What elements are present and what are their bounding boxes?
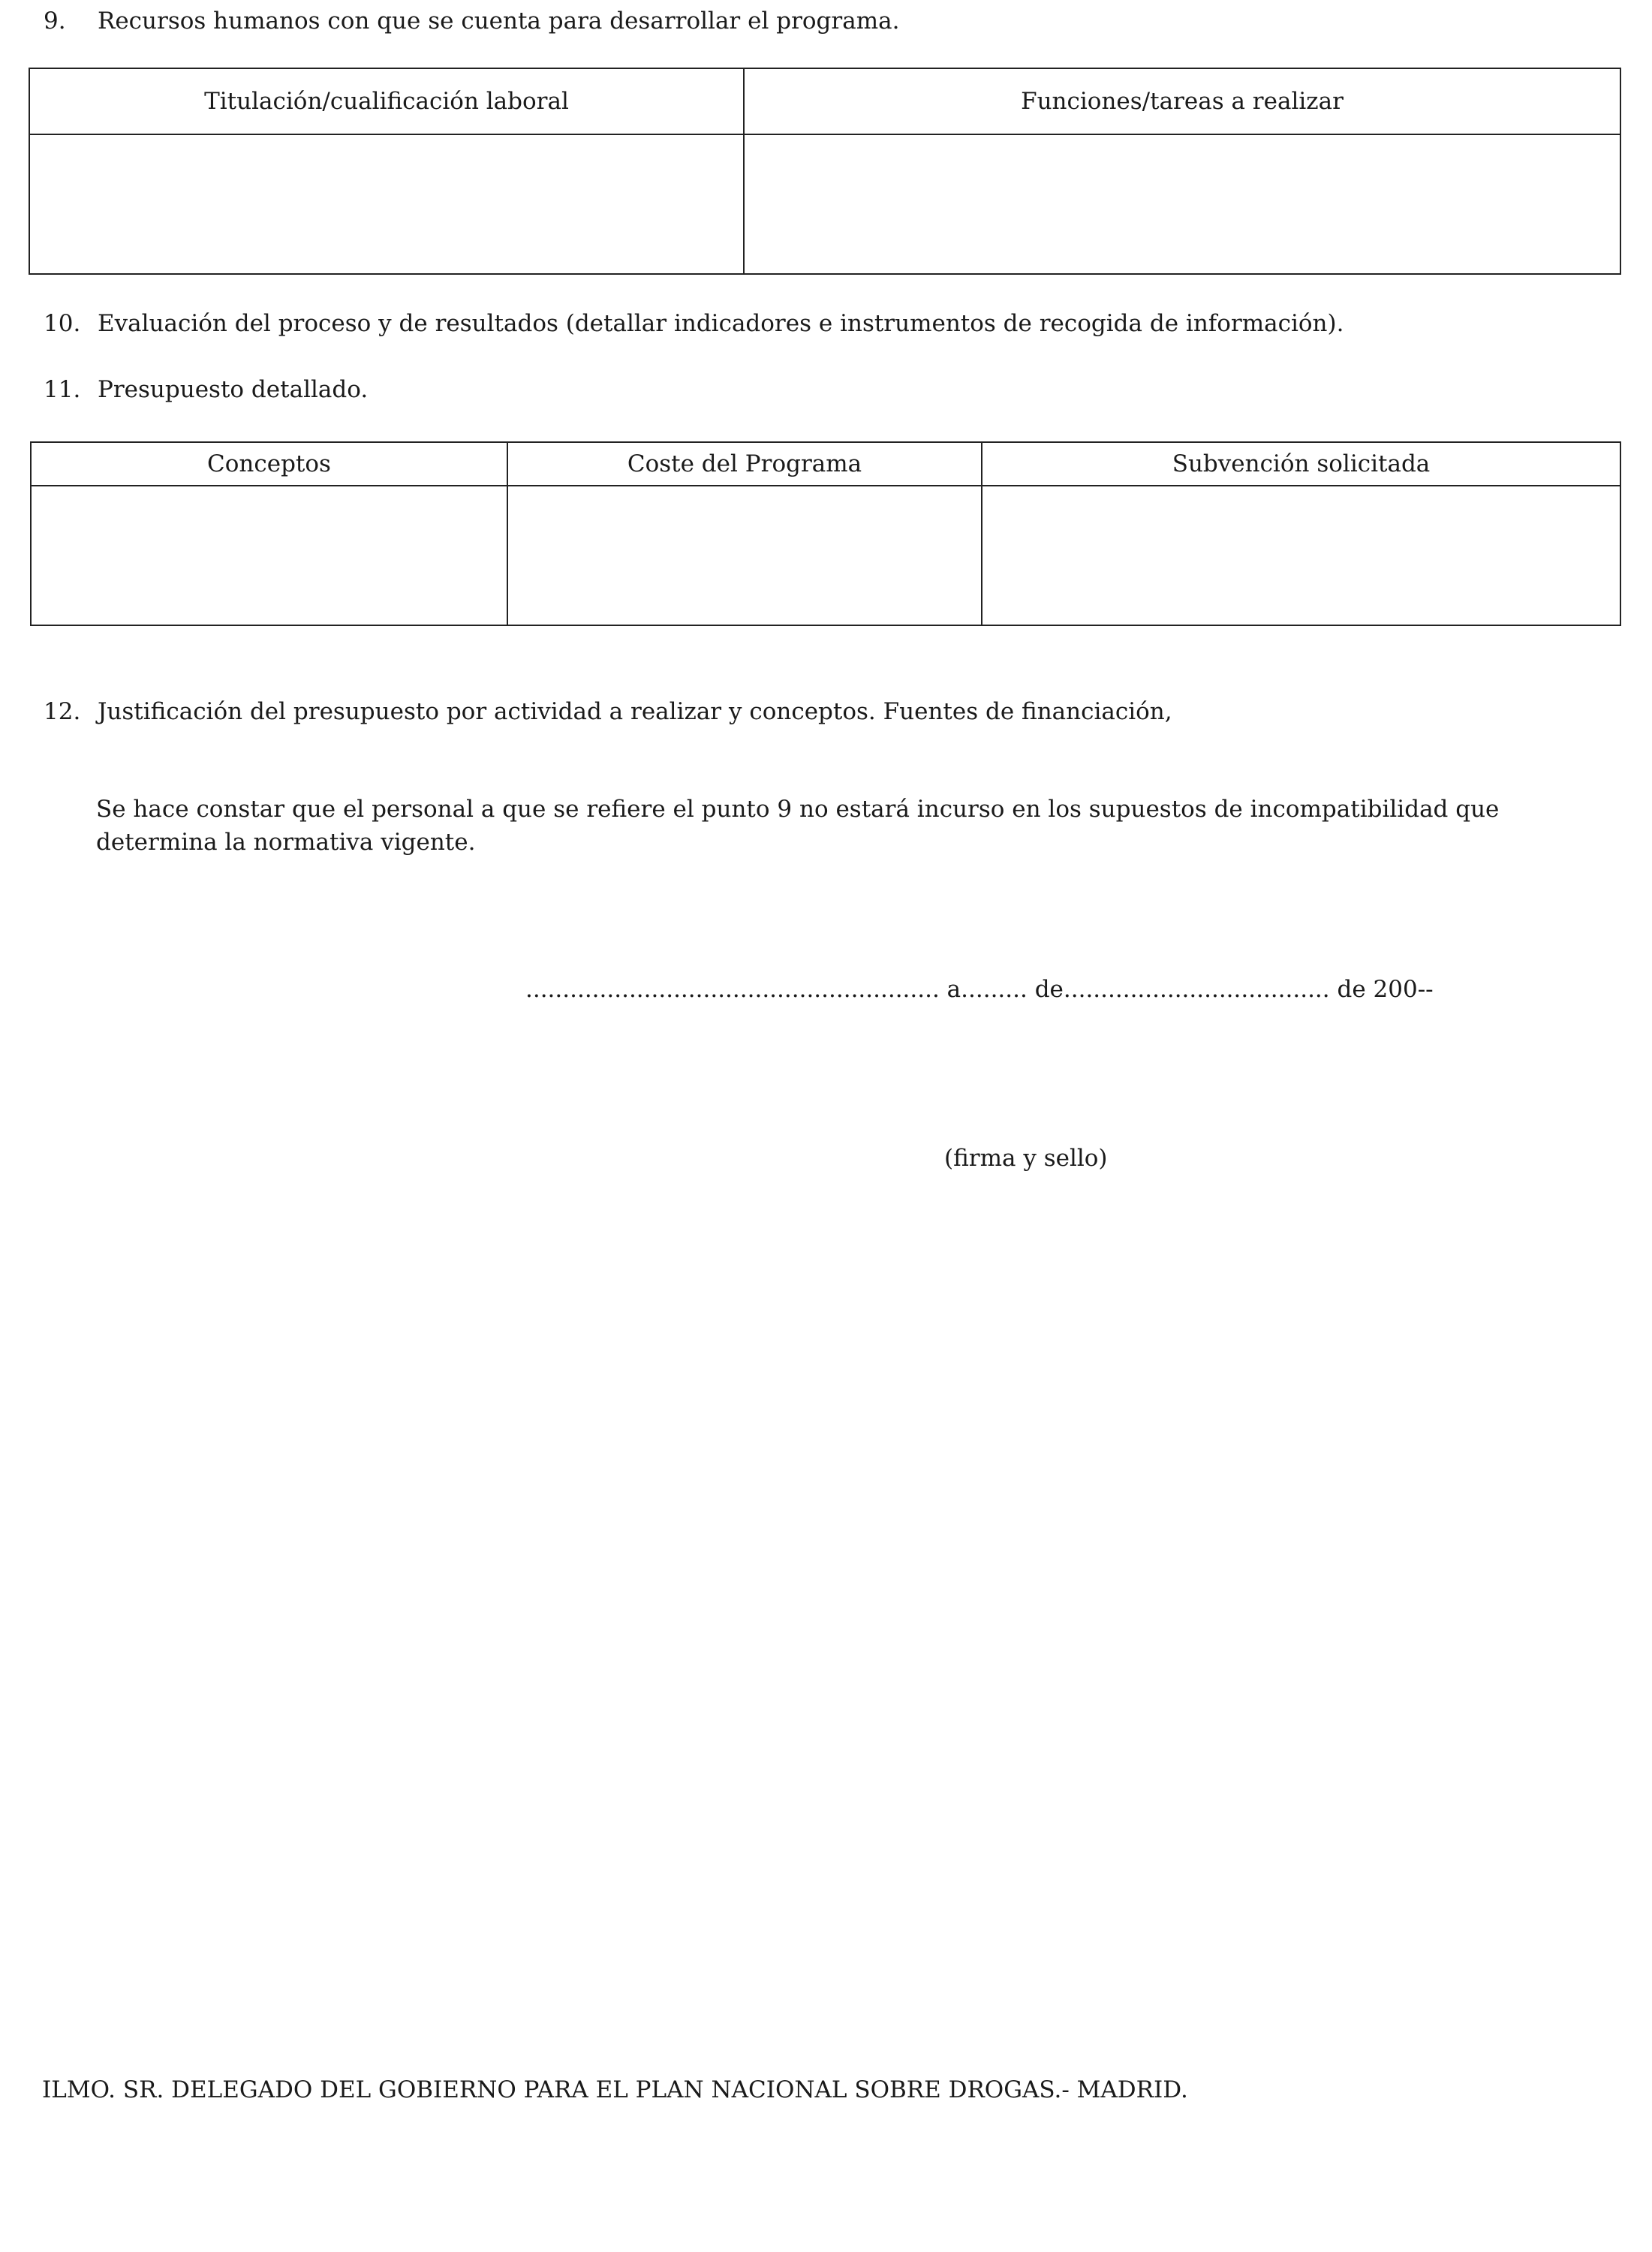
section-11-heading [44, 375, 369, 405]
col-header-program-cost: Coste del Programa [507, 442, 982, 486]
section-10-text: Evaluación del proceso y de resultados (detallar indicadores e instrumentos de recogida de información). [98, 310, 1344, 337]
col-header-subsidy-requested: Subvención solicitada [982, 442, 1620, 486]
concepts-cell[interactable] [31, 486, 507, 625]
incompatibility-declaration: Se hace constar que el personal a que se refiere el punto 9 no estará incurso en los supuestos de incompatibilidad que determina la normativa vigente. [96, 796, 1500, 856]
program-cost-cell[interactable] [507, 486, 982, 625]
budget-table [30, 441, 1621, 626]
section-10-heading [44, 309, 1344, 339]
addressee: ILMO. SR. DELEGADO DEL GOBIERNO PARA EL PLAN NACIONAL SOBRE DROGAS.- MADRID. [42, 2076, 1188, 2103]
section-12-text: Justificación del presupuesto por actividad a realizar y conceptos. Fuentes de financiación, [98, 698, 1172, 725]
section-9-heading [44, 6, 900, 36]
place-date-line: ........................................................ a......... de.................................... de 200-- [525, 976, 1434, 1003]
human-resources-table [29, 68, 1621, 275]
section-12-number: 12. [44, 698, 81, 725]
section-9-number: 9. [44, 8, 66, 35]
functions-cell[interactable] [744, 134, 1620, 274]
col-header-qualification: Titulación/cualificación laboral [29, 68, 744, 134]
section-10-number: 10. [44, 310, 81, 337]
section-12-heading [44, 697, 1172, 727]
subsidy-requested-cell[interactable] [982, 486, 1620, 625]
section-9-text: Recursos humanos con que se cuenta para desarrollar el programa. [98, 8, 900, 35]
col-header-concepts: Conceptos [31, 442, 507, 486]
qualification-cell[interactable] [29, 134, 744, 274]
col-header-functions: Funciones/tareas a realizar [744, 68, 1620, 134]
section-11-text: Presupuesto detallado. [98, 376, 369, 403]
signature-label: (firma y sello) [944, 1145, 1108, 1172]
section-11-number: 11. [44, 376, 81, 403]
